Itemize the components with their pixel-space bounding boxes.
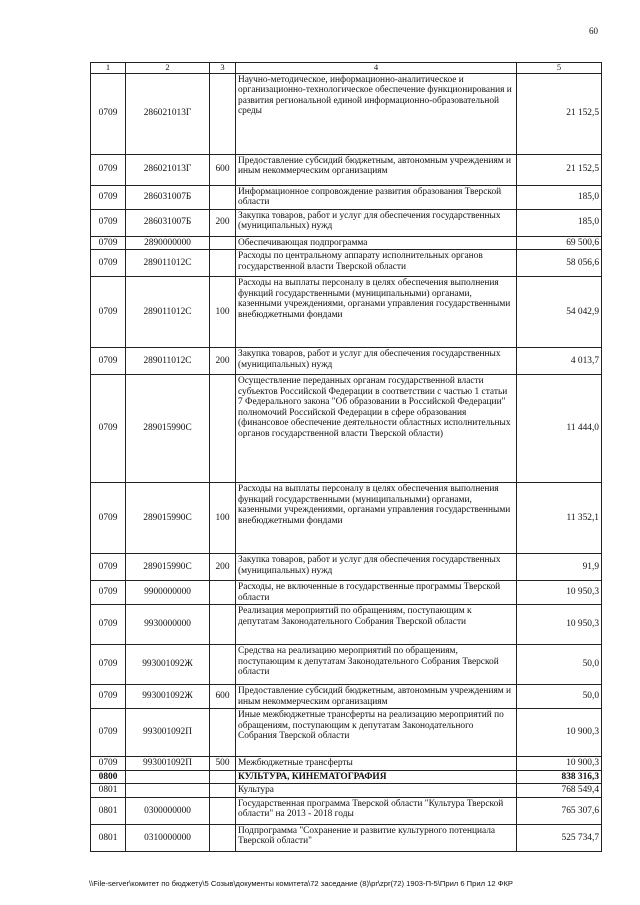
expense-type-cell: 600 bbox=[210, 154, 236, 185]
section-cell: 0709 bbox=[91, 185, 126, 209]
expense-type-cell: 600 bbox=[210, 685, 236, 709]
section-cell: 0709 bbox=[91, 581, 126, 605]
code-cell: 286021013Г bbox=[126, 154, 210, 185]
description-cell: Закупка товаров, работ и услуг для обеспечения государственных (муниципальных) нужд bbox=[236, 209, 517, 236]
code-cell: 2890000000 bbox=[126, 236, 210, 250]
amount-cell: 768 549,4 bbox=[517, 784, 602, 798]
amount-cell: 185,0 bbox=[517, 209, 602, 236]
table-row bbox=[91, 236, 602, 250]
code-cell: 0300000000 bbox=[126, 797, 210, 824]
code-cell: 993001092П bbox=[126, 709, 210, 757]
amount-cell: 69 500,6 bbox=[517, 236, 602, 250]
amount-cell: 10 900,3 bbox=[517, 709, 602, 757]
amount-cell: 11 352,1 bbox=[517, 483, 602, 554]
table-row bbox=[91, 375, 602, 483]
section-cell: 0801 bbox=[91, 784, 126, 798]
table-row bbox=[91, 797, 602, 824]
description-cell: Осуществление переданных органам государственной власти субъектов Российской Федерации в соответствии с частью 1 статьи 7 Федерального закона "Об образовании в Российской Федерации" полномочий Российской Федерации в сфере образования (финансовое обеспечение деятельности областных исполнительных органов государственной власти Тверской области) bbox=[236, 375, 517, 483]
table-row bbox=[91, 581, 602, 605]
expense-type-cell bbox=[210, 709, 236, 757]
description-cell: Расходы на выплаты персоналу в целях обеспечения выполнения функций государственными (муниципальными) органами, казенными учреждениями, органами управления государственными внебюджетными фондами bbox=[236, 277, 517, 348]
table-row bbox=[91, 185, 602, 209]
description-cell: Научно-методическое, информационно-аналитическое и организационно-технологическое обеспечение функционирования и развития региональной единой информационно-образовательной среды bbox=[236, 73, 517, 154]
col-header-3: 3 bbox=[210, 63, 236, 74]
section-cell: 0709 bbox=[91, 375, 126, 483]
code-cell: 993001092Ж bbox=[126, 685, 210, 709]
description-cell: Иные межбюджетные трансферты на реализацию мероприятий по обращениям, поступающим к депутатам Законодательного Собрания Тверской области bbox=[236, 709, 517, 757]
expense-type-cell bbox=[210, 824, 236, 851]
amount-cell: 765 307,6 bbox=[517, 797, 602, 824]
section-cell: 0800 bbox=[91, 770, 126, 784]
column-number-row bbox=[91, 63, 602, 74]
expense-type-cell: 200 bbox=[210, 348, 236, 375]
description-cell: Расходы по центральному аппарату исполнительных органов государственной власти Тверской области bbox=[236, 250, 517, 277]
expense-type-cell bbox=[210, 185, 236, 209]
table-row bbox=[91, 770, 602, 784]
table-row bbox=[91, 784, 602, 798]
file-path-footer: \\File-server\комитет по бюджету\5 Созыв\документы комитета\72 заседание (8)\pr\zpr(72) 1903-П-5\Прил 6 Прил 12 ФКР bbox=[89, 879, 513, 888]
code-cell: 289015990С bbox=[126, 375, 210, 483]
table-row bbox=[91, 605, 602, 645]
section-cell: 0709 bbox=[91, 277, 126, 348]
amount-cell: 4 013,7 bbox=[517, 348, 602, 375]
section-cell: 0709 bbox=[91, 605, 126, 645]
code-cell: 289011012С bbox=[126, 348, 210, 375]
amount-cell: 54 042,9 bbox=[517, 277, 602, 348]
col-header-1: 1 bbox=[91, 63, 126, 74]
expense-type-cell bbox=[210, 770, 236, 784]
code-cell: 9900000000 bbox=[126, 581, 210, 605]
amount-cell: 50,0 bbox=[517, 685, 602, 709]
expense-type-cell: 200 bbox=[210, 209, 236, 236]
description-cell: Государственная программа Тверской области "Культура Тверской области" на 2013 - 2018 годы bbox=[236, 797, 517, 824]
code-cell: 9930000000 bbox=[126, 605, 210, 645]
table-row bbox=[91, 277, 602, 348]
table-row bbox=[91, 73, 602, 154]
amount-cell: 11 444,0 bbox=[517, 375, 602, 483]
code-cell: 289015990С bbox=[126, 554, 210, 581]
section-cell: 0709 bbox=[91, 250, 126, 277]
expense-type-cell bbox=[210, 236, 236, 250]
table-row bbox=[91, 154, 602, 185]
section-cell: 0709 bbox=[91, 154, 126, 185]
expense-type-cell bbox=[210, 73, 236, 154]
table-row bbox=[91, 483, 602, 554]
table-row bbox=[91, 824, 602, 851]
table-row bbox=[91, 709, 602, 757]
section-cell: 0709 bbox=[91, 73, 126, 154]
description-cell: Обеспечивающая подпрограмма bbox=[236, 236, 517, 250]
amount-cell: 838 316,3 bbox=[517, 770, 602, 784]
table-row bbox=[91, 250, 602, 277]
table-row bbox=[91, 209, 602, 236]
description-cell: Информационное сопровождение развития образования Тверской области bbox=[236, 185, 517, 209]
amount-cell: 185,0 bbox=[517, 185, 602, 209]
section-cell: 0709 bbox=[91, 757, 126, 771]
amount-cell: 50,0 bbox=[517, 645, 602, 685]
section-cell: 0709 bbox=[91, 483, 126, 554]
description-cell: Предоставление субсидий бюджетным, автономным учреждениям и иным некоммерческим организациям bbox=[236, 154, 517, 185]
expense-type-cell bbox=[210, 581, 236, 605]
code-cell: 993001092Ж bbox=[126, 645, 210, 685]
section-cell: 0801 bbox=[91, 824, 126, 851]
table-row bbox=[91, 757, 602, 771]
description-cell: Реализация мероприятий по обращениям, поступающим к депутатам Законодательного Собрания Тверской области bbox=[236, 605, 517, 645]
section-cell: 0709 bbox=[91, 554, 126, 581]
amount-cell: 58 056,6 bbox=[517, 250, 602, 277]
code-cell bbox=[126, 784, 210, 798]
expense-type-cell: 100 bbox=[210, 483, 236, 554]
code-cell: 289015990С bbox=[126, 483, 210, 554]
section-cell: 0709 bbox=[91, 209, 126, 236]
amount-cell: 21 152,5 bbox=[517, 154, 602, 185]
col-header-4: 4 bbox=[236, 63, 517, 74]
description-cell: Предоставление субсидий бюджетным, автономным учреждениям и иным некоммерческим организациям bbox=[236, 685, 517, 709]
description-cell: Расходы, не включенные в государственные программы Тверской области bbox=[236, 581, 517, 605]
table-row bbox=[91, 554, 602, 581]
code-cell: 289011012С bbox=[126, 277, 210, 348]
amount-cell: 21 152,5 bbox=[517, 73, 602, 154]
table-row bbox=[91, 348, 602, 375]
code-cell: 286031007Б bbox=[126, 209, 210, 236]
description-cell: Закупка товаров, работ и услуг для обеспечения государственных (муниципальных) нужд bbox=[236, 348, 517, 375]
code-cell bbox=[126, 770, 210, 784]
section-cell: 0709 bbox=[91, 685, 126, 709]
section-cell: 0709 bbox=[91, 709, 126, 757]
expense-type-cell: 200 bbox=[210, 554, 236, 581]
col-header-2: 2 bbox=[126, 63, 210, 74]
expense-type-cell: 500 bbox=[210, 757, 236, 771]
code-cell: 289011012С bbox=[126, 250, 210, 277]
amount-cell: 10 950,3 bbox=[517, 581, 602, 605]
description-cell: КУЛЬТУРА, КИНЕМАТОГРАФИЯ bbox=[236, 770, 517, 784]
code-cell: 286031007Б bbox=[126, 185, 210, 209]
code-cell: 993001092П bbox=[126, 757, 210, 771]
expense-type-cell bbox=[210, 605, 236, 645]
code-cell: 286021013Г bbox=[126, 73, 210, 154]
expense-type-cell bbox=[210, 797, 236, 824]
col-header-5: 5 bbox=[517, 63, 602, 74]
table-row bbox=[91, 685, 602, 709]
description-cell: Закупка товаров, работ и услуг для обеспечения государственных (муниципальных) нужд bbox=[236, 554, 517, 581]
description-cell: Подпрограмма "Сохранение и развитие культурного потенциала Тверской области" bbox=[236, 824, 517, 851]
expense-type-cell bbox=[210, 645, 236, 685]
amount-cell: 91,9 bbox=[517, 554, 602, 581]
description-cell: Культура bbox=[236, 784, 517, 798]
table-row bbox=[91, 645, 602, 685]
amount-cell: 10 900,3 bbox=[517, 757, 602, 771]
budget-table bbox=[90, 62, 602, 852]
section-cell: 0709 bbox=[91, 348, 126, 375]
amount-cell: 525 734,7 bbox=[517, 824, 602, 851]
section-cell: 0709 bbox=[91, 645, 126, 685]
description-cell: Средства на реализацию мероприятий по обращениям, поступающим к депутатам Законодательного Собрания Тверской области bbox=[236, 645, 517, 685]
expense-type-cell: 100 bbox=[210, 277, 236, 348]
amount-cell: 10 950,3 bbox=[517, 605, 602, 645]
section-cell: 0801 bbox=[91, 797, 126, 824]
page-number: 60 bbox=[589, 26, 598, 36]
expense-type-cell bbox=[210, 375, 236, 483]
code-cell: 0310000000 bbox=[126, 824, 210, 851]
expense-type-cell bbox=[210, 250, 236, 277]
section-cell: 0709 bbox=[91, 236, 126, 250]
expense-type-cell bbox=[210, 784, 236, 798]
description-cell: Межбюджетные трансферты bbox=[236, 757, 517, 771]
description-cell: Расходы на выплаты персоналу в целях обеспечения выполнения функций государственными (муниципальными) органами, казенными учреждениями, органами управления государственными внебюджетными фондами bbox=[236, 483, 517, 554]
